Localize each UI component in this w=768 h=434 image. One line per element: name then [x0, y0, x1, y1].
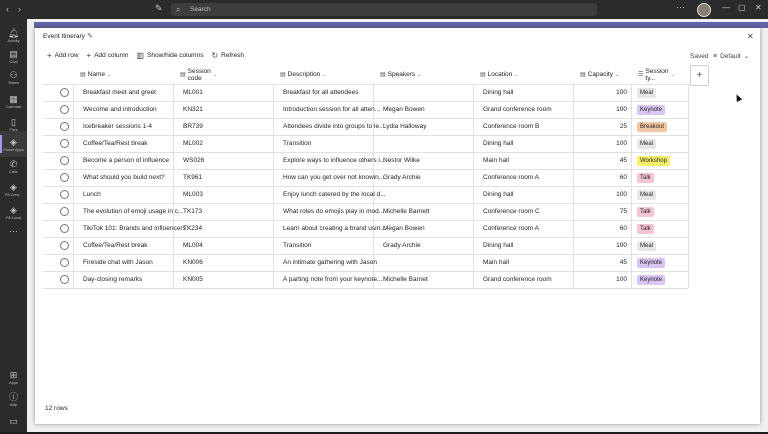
table-row[interactable]: [43, 271, 688, 288]
column-header-session-code[interactable]: ▤ Session code ⌄: [180, 67, 217, 82]
cell-location[interactable]: Conference room A: [483, 225, 540, 232]
row-select-radio[interactable]: [60, 105, 69, 114]
number-column-icon: ▤: [580, 72, 586, 78]
cell-location[interactable]: Dining hall: [483, 89, 514, 96]
event-itinerary-dialog: [35, 28, 760, 424]
chevron-down-icon: ⌄: [514, 71, 519, 78]
text-column-icon: ▤: [380, 72, 386, 78]
session-type-tag: Meal: [637, 88, 656, 98]
add-column-plus-button[interactable]: +: [690, 65, 709, 86]
table-row[interactable]: [43, 135, 688, 152]
cell-session-code[interactable]: ML002: [183, 140, 203, 147]
table-row[interactable]: [43, 169, 688, 186]
cell-location[interactable]: Conference room A: [483, 174, 540, 181]
cell-speakers[interactable]: Michelle Barnet: [383, 276, 428, 283]
cell-description[interactable]: A parting note from your keynote...: [283, 276, 383, 283]
cell-speakers[interactable]: Megan Bowen: [383, 225, 425, 232]
cell-session-code[interactable]: TK173: [183, 208, 203, 215]
saved-status: Saved: [690, 53, 709, 60]
chevron-down-icon: ⌄: [107, 71, 112, 78]
cell-speakers[interactable]: Lydia Halloway: [383, 123, 427, 130]
cell-location[interactable]: Main hall: [483, 259, 510, 266]
app-icon: ◈: [10, 181, 17, 192]
search-box[interactable]: [171, 3, 597, 16]
table-row[interactable]: [43, 203, 688, 220]
table-row[interactable]: [43, 237, 688, 254]
row-select-radio[interactable]: [60, 88, 69, 97]
rail-apps[interactable]: ⊞ Apps: [9, 369, 18, 385]
cell-description[interactable]: How can you get over not knowin...: [283, 174, 385, 181]
view-icon: ≡: [713, 52, 718, 60]
cell-name[interactable]: The evolution of emoji usage in c...: [83, 208, 184, 215]
cell-session-code[interactable]: KN006: [183, 259, 203, 266]
cell-description[interactable]: Breakfast for all attendees: [283, 89, 359, 96]
session-type-tag: Meal: [637, 139, 656, 149]
cell-capacity[interactable]: 100: [616, 106, 627, 113]
row-select-radio[interactable]: [60, 173, 69, 182]
cell-name[interactable]: Day-closing remarks: [83, 276, 143, 283]
cell-location[interactable]: Dining hall: [483, 242, 514, 249]
nav-arrows: [6, 4, 21, 14]
phone-icon: ✆: [9, 158, 18, 169]
table-row[interactable]: [43, 84, 688, 101]
cell-capacity[interactable]: 100: [616, 191, 627, 198]
cell-session-code[interactable]: KN321: [183, 106, 203, 113]
refresh-icon: ↻: [211, 51, 219, 60]
cell-session-type[interactable]: [637, 254, 687, 271]
row-select-radio[interactable]: [60, 122, 69, 131]
rail-chat[interactable]: ▤ Chat: [9, 48, 18, 64]
title-bar: [0, 0, 768, 19]
bell-icon: 🔔︎: [7, 27, 20, 38]
rail-help[interactable]: ⓘ Help: [8, 391, 18, 407]
row-select-radio[interactable]: [60, 241, 69, 250]
text-column-icon: ▤: [180, 72, 186, 78]
cell-session-type[interactable]: [637, 118, 687, 135]
cell-capacity[interactable]: 100: [616, 89, 627, 96]
table-row[interactable]: [43, 152, 688, 169]
more-options-icon[interactable]: ···: [676, 2, 685, 12]
search-input[interactable]: [188, 5, 572, 14]
cell-description[interactable]: Enjoy lunch catered by the local d...: [283, 191, 386, 198]
cell-description[interactable]: Transition: [283, 242, 312, 249]
row-select-radio[interactable]: [60, 139, 69, 148]
cell-capacity[interactable]: 60: [619, 174, 627, 181]
cell-capacity[interactable]: 25: [619, 123, 627, 130]
cell-session-code[interactable]: ML001: [183, 89, 203, 96]
cell-session-type[interactable]: [637, 152, 687, 169]
maximize-icon[interactable]: ▢: [738, 3, 746, 12]
cell-session-type[interactable]: [637, 169, 687, 186]
refresh-button[interactable]: ↻ Refresh: [211, 51, 244, 60]
rail-files[interactable]: ▯ Files: [9, 116, 18, 132]
cell-speakers[interactable]: [383, 254, 471, 271]
cell-session-code[interactable]: BR739: [183, 123, 203, 130]
row-select-radio[interactable]: [60, 207, 69, 216]
session-type-tag: Meal: [637, 241, 656, 251]
cell-speakers[interactable]: [383, 84, 471, 101]
rail-pa-cred[interactable]: ◈ PA Cred...: [4, 181, 23, 197]
cell-session-code[interactable]: TK961: [183, 174, 203, 181]
cell-description[interactable]: Learn about creating a brand usin...: [283, 225, 386, 232]
cell-name[interactable]: Become a person of influence: [83, 157, 169, 164]
session-type-tag: Keynote: [637, 258, 665, 268]
back-icon[interactable]: ‹: [6, 4, 9, 14]
cell-session-type[interactable]: [637, 101, 687, 118]
row-select-radio[interactable]: [60, 190, 69, 199]
view-selector[interactable]: ≡ Default ⌄: [713, 52, 750, 60]
table-row[interactable]: [43, 101, 688, 118]
power-apps-icon: ◈: [10, 136, 17, 147]
session-type-tag: Keynote: [637, 275, 665, 285]
cell-name[interactable]: Coffee/Tea/Rest break: [83, 242, 148, 249]
session-type-tag: Keynote: [637, 105, 665, 115]
cell-name[interactable]: TikiTok 101: Brands and influencers: [83, 225, 186, 232]
cell-speakers[interactable]: Megan Bowen: [383, 106, 425, 113]
rail-pa-local[interactable]: ◈ PA Local: [6, 204, 21, 220]
cell-speakers[interactable]: [383, 135, 471, 152]
column-header-name[interactable]: ▤ Name ⌄: [80, 71, 112, 78]
cell-name[interactable]: Wecome and introduction: [83, 106, 157, 113]
calendar-icon: ▦: [9, 93, 18, 104]
rail-power-apps[interactable]: ◈ Power Apps: [0, 131, 27, 157]
cell-speakers[interactable]: [383, 186, 471, 203]
more-apps-icon: ···: [9, 226, 18, 236]
toolbar: [47, 51, 252, 60]
cell-session-code[interactable]: ML004: [183, 242, 203, 249]
rail-download[interactable]: [0, 408, 27, 434]
choice-column-icon: ☰: [638, 72, 644, 78]
cell-location[interactable]: Grand conference room: [483, 276, 552, 283]
session-type-tag: Talk: [637, 173, 654, 183]
cell-name[interactable]: Coffee/Tea/Rest break: [83, 140, 148, 147]
column-divider: [688, 84, 689, 288]
cell-location[interactable]: Grand conference room: [483, 106, 552, 113]
text-column-icon: ▤: [80, 72, 86, 78]
cell-location[interactable]: Dining hall: [483, 140, 514, 147]
cell-session-code[interactable]: ML003: [183, 191, 203, 198]
text-column-icon: ▤: [280, 72, 286, 78]
row-select-radio[interactable]: [60, 224, 69, 233]
cell-capacity[interactable]: 60: [619, 225, 627, 232]
row-select-radio[interactable]: [60, 156, 69, 165]
files-icon: ▯: [11, 116, 16, 127]
cell-speakers[interactable]: Grady Archie: [383, 242, 421, 249]
cell-capacity[interactable]: 45: [619, 157, 627, 164]
chevron-down-icon: ⌄: [322, 71, 327, 78]
cell-capacity[interactable]: 100: [616, 140, 627, 147]
cell-name[interactable]: Fireside chat with Jason: [83, 259, 153, 266]
compose-icon[interactable]: ✎: [155, 3, 163, 13]
chevron-down-icon: ⌄: [212, 71, 217, 78]
add-column-button[interactable]: + Add column: [86, 51, 129, 60]
cell-capacity[interactable]: 75: [619, 208, 627, 215]
cell-description[interactable]: Transition: [283, 140, 312, 147]
cell-session-type[interactable]: [637, 203, 687, 220]
chevron-down-icon: ⌄: [743, 53, 750, 60]
session-type-tag: Talk: [637, 207, 654, 217]
cell-capacity[interactable]: 45: [619, 259, 627, 266]
cell-session-type[interactable]: [637, 186, 687, 203]
cell-session-code[interactable]: TK234: [183, 225, 203, 232]
chevron-down-icon: ⌄: [670, 71, 675, 78]
show-hide-columns-button[interactable]: ▥ Show/hide columns: [136, 51, 204, 60]
columns-icon: ▥: [136, 51, 145, 60]
cell-session-type[interactable]: [637, 84, 687, 101]
table-row[interactable]: [43, 220, 688, 237]
avatar[interactable]: [697, 3, 711, 17]
column-header-capacity[interactable]: ▤ Capacity ⌄: [580, 71, 620, 78]
cell-location[interactable]: Conference room B: [483, 123, 540, 130]
plus-icon: +: [86, 51, 92, 60]
rail-calls[interactable]: ✆ Calls: [9, 158, 18, 174]
close-window-icon[interactable]: ✕: [755, 3, 762, 12]
dialog-title: Event Itinerary: [43, 33, 85, 40]
row-select-radio[interactable]: [60, 258, 69, 267]
cell-name[interactable]: Icebreaker sessions 1-4: [83, 123, 153, 130]
column-header-session-type[interactable]: ☰ Session ty... ⌄: [638, 67, 675, 82]
column-header-location[interactable]: ▤ Location ⌄: [480, 71, 519, 78]
cell-session-type[interactable]: [637, 135, 687, 152]
cell-description[interactable]: An intimate gathering with Jason: [283, 259, 377, 266]
cell-description[interactable]: Introduction session for all atten...: [283, 106, 381, 113]
cell-session-type[interactable]: [637, 237, 687, 254]
column-header-speakers[interactable]: ▤ Speakers ⌄: [380, 71, 422, 78]
session-type-tag: Talk: [637, 224, 654, 234]
rail-teams[interactable]: ⚇ Teams: [7, 69, 20, 85]
cell-description[interactable]: What roles do emojis play in mod...: [283, 208, 385, 215]
cell-capacity[interactable]: 100: [616, 242, 627, 249]
apps-icon: ⊞: [9, 369, 18, 380]
rail-more[interactable]: [0, 218, 27, 244]
column-header-description[interactable]: ▤ Description ⌄: [280, 71, 327, 78]
cell-description[interactable]: Explore ways to influence others i...: [283, 157, 386, 164]
chevron-down-icon: ⌄: [417, 71, 422, 78]
cell-location[interactable]: Dining hall: [483, 191, 514, 198]
chat-icon: ▤: [9, 48, 18, 59]
cell-session-type[interactable]: [637, 220, 687, 237]
cell-description[interactable]: Attendees divide into groups to le...: [283, 123, 385, 130]
text-column-icon: ▤: [480, 72, 486, 78]
download-icon: ▭: [9, 416, 18, 426]
session-type-tag: Breakout: [637, 122, 667, 132]
session-type-tag: Workshop: [637, 156, 670, 166]
minimize-icon[interactable]: —: [722, 3, 730, 12]
table-row[interactable]: [43, 254, 688, 271]
search-icon: ⌕: [176, 4, 181, 14]
session-type-tag: Meal: [637, 190, 656, 200]
row-select-radio[interactable]: [60, 275, 69, 284]
app-icon: ◈: [10, 204, 17, 215]
rail-activity[interactable]: 🔔︎ Activity: [7, 27, 20, 43]
cell-session-code[interactable]: KN005: [183, 276, 203, 283]
edit-title-icon[interactable]: ✎: [87, 33, 93, 40]
forward-icon[interactable]: ›: [18, 4, 21, 14]
app-rail: [0, 19, 27, 432]
help-icon: ⓘ: [8, 391, 18, 402]
plus-icon: +: [47, 51, 52, 60]
table-row[interactable]: [43, 186, 688, 203]
row-divider: [43, 288, 688, 289]
cell-session-code[interactable]: WS026: [183, 157, 205, 164]
row-count: 12 rows: [45, 405, 68, 412]
cell-speakers[interactable]: Michelle Barnett: [383, 208, 430, 215]
close-icon[interactable]: ✕: [747, 32, 754, 41]
cell-capacity[interactable]: 100: [616, 276, 627, 283]
cell-location[interactable]: Main hall: [483, 157, 510, 164]
cell-name[interactable]: Breakfast meet and greet: [83, 89, 156, 96]
cell-speakers[interactable]: Grady Archie: [383, 174, 421, 181]
chevron-down-icon: ⌄: [614, 71, 620, 78]
cell-speakers[interactable]: Nestor Wilke: [383, 157, 420, 164]
teams-icon: ⚇: [9, 69, 18, 80]
cell-name[interactable]: Lunch: [83, 191, 101, 198]
cell-location[interactable]: Conference room C: [483, 208, 540, 215]
table-row[interactable]: [43, 118, 688, 135]
rail-calendar[interactable]: ▦ Calendar: [5, 93, 22, 109]
add-row-button[interactable]: + Add row: [47, 51, 79, 60]
cell-name[interactable]: What should you build next?: [83, 174, 165, 181]
cell-session-type[interactable]: [637, 271, 687, 288]
